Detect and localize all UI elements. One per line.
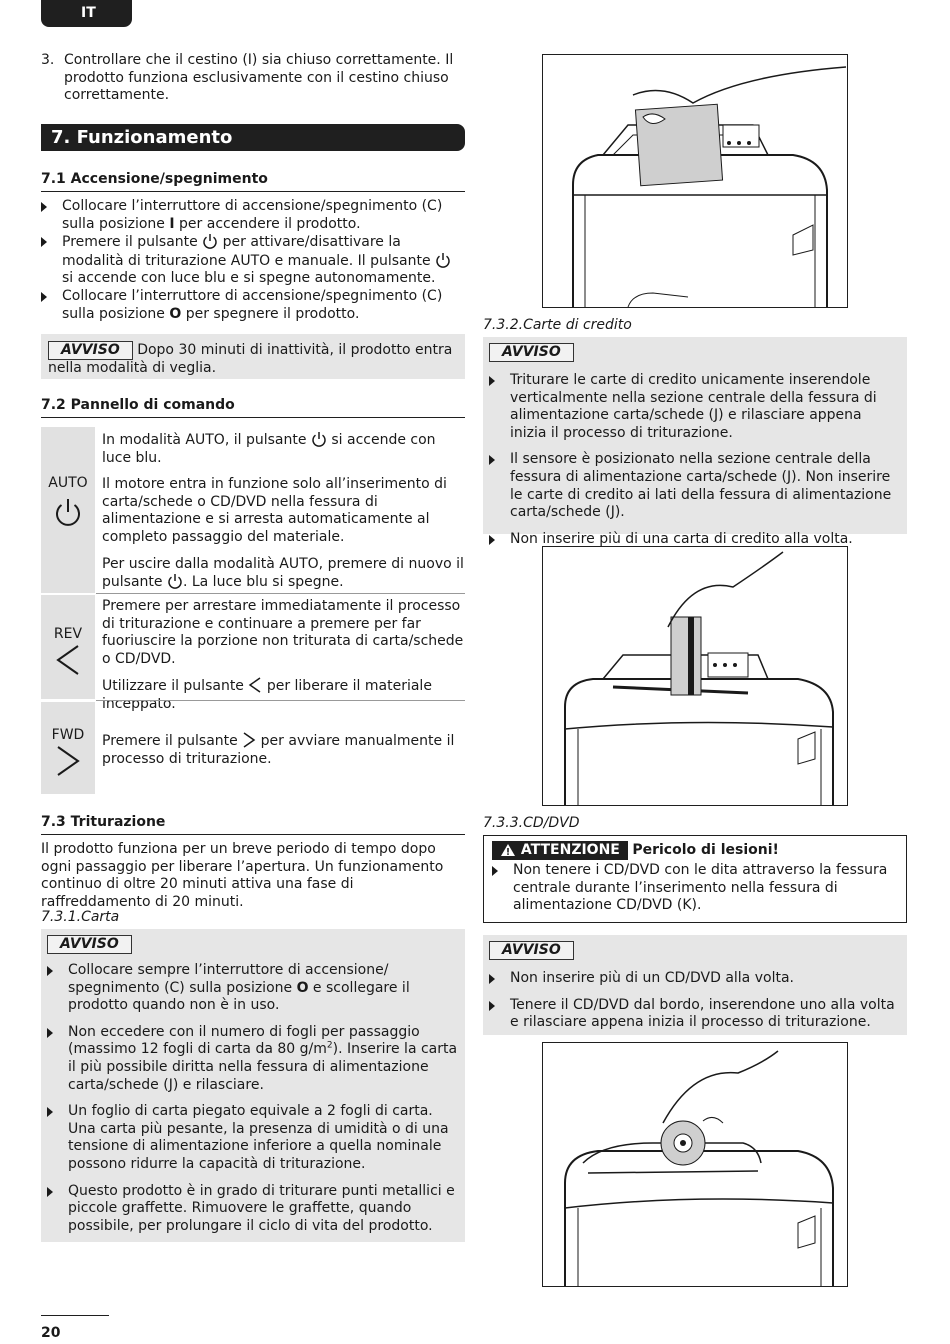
heading-7-2: 7.2 Pannello di comando [41, 397, 465, 418]
power-icon [167, 573, 183, 589]
list-item: Questo prodotto è in grado di triturare punti metallici e piccole graffette. Rimuovere le graffette, quando possibile, per prolungare il ciclo di vita del prodotto. [47, 1183, 459, 1236]
notice-box [41, 334, 465, 379]
bullet-icon [41, 237, 47, 247]
rev-description: Premere per arrestare immediatamente il processo di triturazione e continuare a premere per far fuoriuscire la porzione non triturata di carta/schede o CD/DVD. Utilizzare il pulsante per liberare il materiale inceppato. [102, 598, 464, 712]
list-item: Premere il pulsante per attivare/disattivare la modalità di triturazione AUTO e manuale. Il pulsante si accende con luce blu e si spegne autonomamente. [41, 233, 465, 288]
list-item: Tenere il CD/DVD dal bordo, inserendone uno alla volta e rilasciare appena inizia il processo di triturazione. [489, 997, 901, 1032]
footer-rule [41, 1315, 109, 1316]
auto-description: In modalità AUTO, il pulsante si accende con luce blu. Il motore entra in funzione solo all’inserimento di carta/schede o CD/DVD nella fessura di alimentazione e si arresta automaticamente al completo passaggio del materiale. Per uscire dalla modalità AUTO, premere di nuovo il pulsante . La luce blu si spegne. [102, 432, 464, 591]
bullet-icon [47, 1107, 53, 1117]
power-list [41, 198, 465, 323]
auto-cell [41, 427, 95, 593]
heading-7-3-1: 7.3.1.Carta [41, 909, 120, 925]
chevron-right-icon [53, 745, 83, 777]
list-item: Non tenere i CD/DVD con le dita attraverso la fessura centrale durante l’inserimento nella fessura di alimentazione CD/DVD (K). [492, 862, 900, 915]
step-number: 3. [41, 52, 55, 68]
power-icon [53, 497, 83, 527]
credit-card-notice-list [489, 372, 901, 548]
fwd-description: Premere il pulsante per avviare manualmente il processo di triturazione. [102, 733, 455, 767]
rev-cell [41, 595, 95, 699]
list-item: Triturare le carte di credito unicamente inserendole verticalmente nella sezione centrale della fessura di alimentazione carta/schede (J) e rilasciare appena inizia il processo di triturazione. [489, 372, 901, 442]
fwd-cell [41, 702, 95, 794]
bullet-icon [47, 1028, 53, 1038]
bullet-icon [47, 1187, 53, 1197]
auto-label: AUTO [48, 475, 88, 491]
bullet-icon [489, 535, 495, 545]
paper-notice-box [41, 929, 465, 1242]
notice-label: AVVISO [47, 935, 132, 954]
list-item: Non inserire più di un CD/DVD alla volta. [489, 970, 901, 988]
bullet-icon [41, 292, 47, 302]
notice-text: Dopo 30 minuti di inattività, il prodotto entra nella modalità di veglia. [48, 342, 453, 376]
credit-card-insertion-illustration [542, 546, 848, 806]
fwd-label: FWD [51, 727, 85, 743]
paper-notice-list [47, 962, 459, 1235]
list-item: Un foglio di carta piegato equivale a 2 fogli di carta. Una carta più pesante, la presenza di umidità o di una tensione di alimentazione inferiore a quella nominale possono ridurre la capacità di triturazione. [47, 1103, 459, 1173]
heading-7-3: 7.3 Triturazione [41, 814, 465, 835]
list-item: Non inserire più di una carta di credito alla volta. [489, 531, 901, 549]
credit-card-notice-box [483, 337, 907, 547]
control-rev-row [41, 595, 465, 712]
attention-label: ATTENZIONE [492, 841, 628, 860]
step-3 [41, 52, 465, 105]
shredding-intro: Il prodotto funziona per un breve periodo di tempo dopo ogni passaggio per liberare l’apertura. Un funzionamento continuo di oltre 20 minuti attiva una fase di raffreddamento di 20 minuti. [41, 841, 444, 910]
cd-notice-box [483, 935, 907, 1035]
notice-label: AVVISO [489, 941, 574, 960]
cd-notice-list [489, 970, 901, 1032]
bullet-icon [489, 376, 495, 386]
attention-list [492, 862, 900, 915]
bullet-icon [489, 974, 495, 984]
attention-title: Pericolo di lesioni! [632, 842, 779, 858]
cd-insertion-illustration [542, 1042, 848, 1287]
bullet-icon [489, 1001, 495, 1011]
bullet-icon [489, 455, 495, 465]
attention-box [483, 835, 907, 923]
power-icon [435, 252, 451, 268]
divider [96, 700, 465, 701]
heading-7-3-2: 7.3.2.Carte di credito [483, 317, 632, 333]
list-item: Collocare sempre l’interruttore di accensione/ spegnimento (C) sulla posizione O e scollegare il prodotto quando non è in uso. [47, 962, 459, 1015]
section-title: 7. Funzionamento [41, 124, 465, 151]
chevron-left-icon [53, 644, 83, 676]
bullet-icon [47, 966, 53, 976]
warning-icon [500, 843, 516, 857]
chevron-left-icon [248, 677, 262, 693]
power-icon [202, 233, 218, 249]
power-icon [311, 431, 327, 447]
page-number: 20 [41, 1325, 61, 1341]
step-text: Controllare che il cestino (I) sia chiuso correttamente. Il prodotto funziona esclusivamente con il cestino chiuso correttamente. [64, 52, 454, 104]
language-tab: IT [41, 0, 132, 27]
heading-7-3-3: 7.3.3.CD/DVD [483, 815, 580, 831]
paper-insertion-illustration [542, 54, 848, 308]
list-item: Il sensore è posizionato nella sezione centrale della fessura di alimentazione carta/schede (J). Non inserire le carte di credito ai lati della fessura di alimentazione carta/schede (J). [489, 451, 901, 521]
rev-label: REV [53, 626, 83, 642]
heading-7-1: 7.1 Accensione/spegnimento [41, 171, 465, 192]
bullet-icon [492, 866, 498, 876]
notice-label: AVVISO [48, 341, 133, 360]
chevron-right-icon [242, 732, 256, 748]
control-auto-row [41, 427, 465, 593]
notice-label: AVVISO [489, 343, 574, 362]
list-item: Non eccedere con il numero di fogli per passaggio (massimo 12 fogli di carta da 80 $g/m^2$). Inserire la carta il più possibile diritta nella fessura di alimentazione carta/schede (J) e rilasciare. [47, 1024, 459, 1094]
list-item: Collocare l’interruttore di accensione/spegnimento (C) sulla posizione O per spegnere il prodotto. [41, 288, 465, 323]
divider [96, 593, 465, 594]
bullet-icon [41, 202, 47, 212]
list-item: Collocare l’interruttore di accensione/spegnimento (C) sulla posizione I per accendere il prodotto. [41, 198, 465, 233]
control-fwd-row [41, 702, 465, 794]
